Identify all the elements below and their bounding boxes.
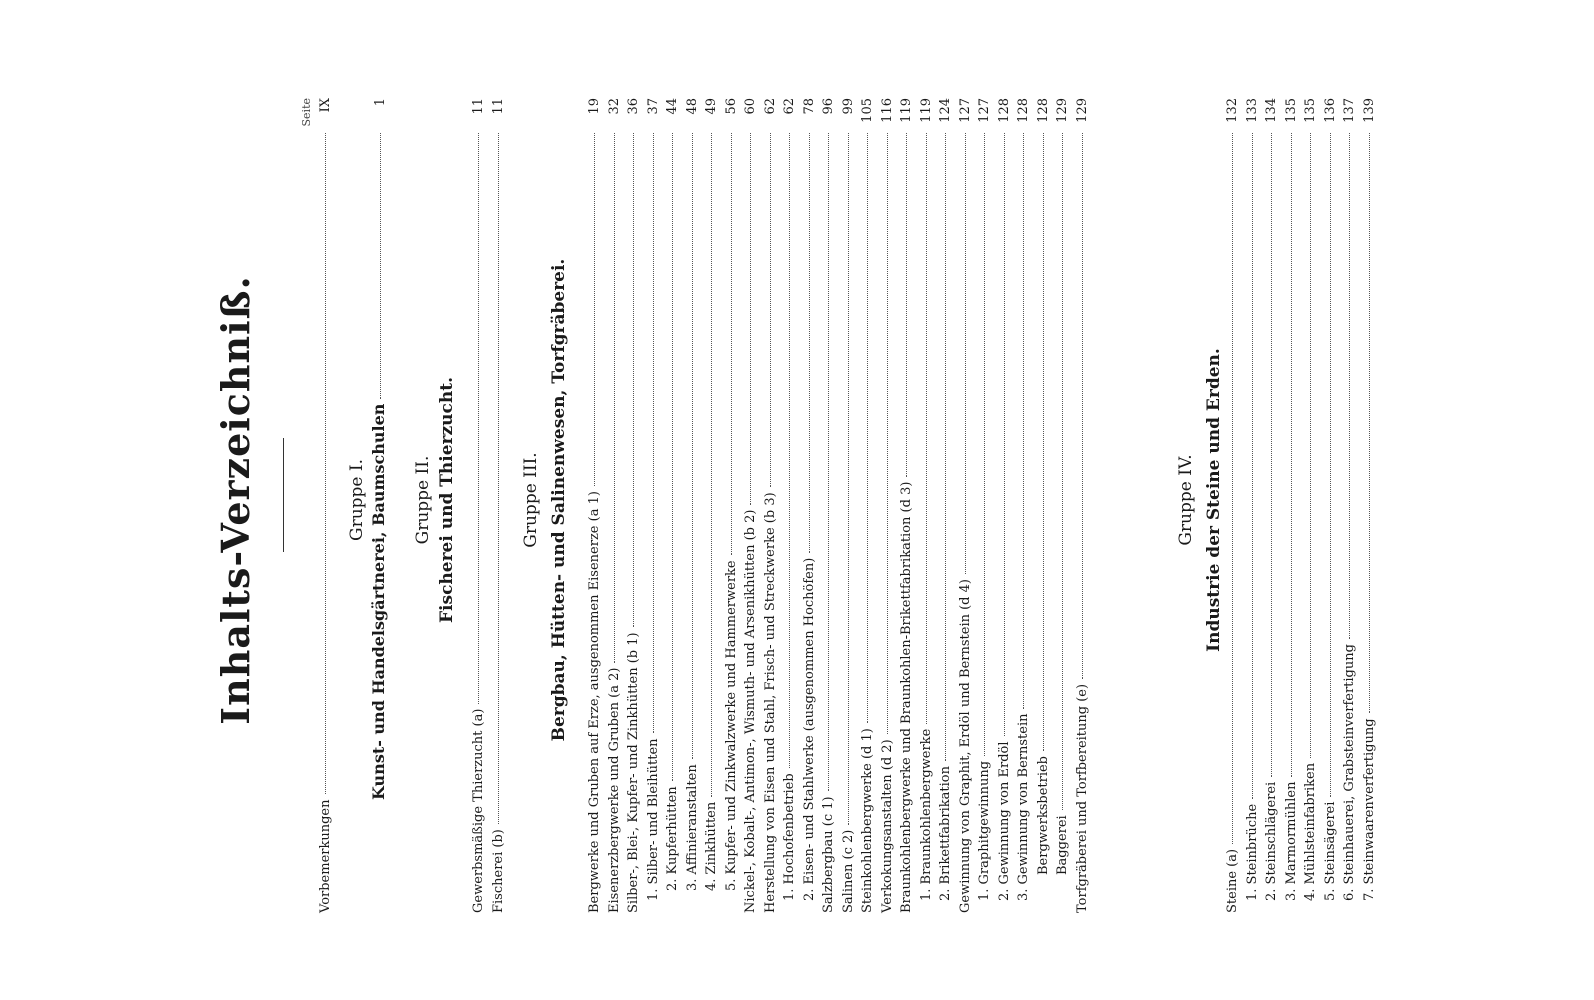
toc-entry	[1342, 98, 1357, 913]
dot-leader	[1330, 133, 1331, 797]
group-3-heading: Bergbau, Hütten- und Salinenwesen, Torfgräberei.	[549, 258, 569, 742]
dot-leader	[1271, 133, 1272, 777]
dot-leader	[809, 133, 810, 553]
toc-entry-page: 134	[1264, 98, 1279, 123]
toc-entry-page: IX	[318, 98, 333, 113]
dot-leader	[692, 133, 693, 759]
toc-entry	[1245, 98, 1260, 913]
toc-entry-label: Vorbemerkungen	[318, 799, 333, 913]
toc-entry-page: 44	[665, 98, 680, 115]
toc-entry	[743, 98, 758, 913]
dot-leader	[867, 133, 868, 723]
toc-entry-label: Steinkohlenbergwerke (d 1)	[860, 728, 875, 913]
toc-entry-label: 7. Steinwaarenverfertigung	[1361, 718, 1377, 901]
dot-leader	[1004, 133, 1005, 736]
toc-entry-page: 139	[1361, 98, 1377, 123]
toc-entry-page: 96	[821, 98, 836, 115]
toc-entry-label: Steine (a)	[1225, 848, 1240, 913]
toc-entry-label: Salinen (c 2)	[840, 829, 856, 913]
dot-leader	[1369, 133, 1370, 713]
toc-entry-label: 1. Graphitgewinnung	[977, 760, 992, 901]
dot-leader	[614, 133, 615, 663]
toc-entry-label: Salzbergbau (c 1)	[821, 796, 836, 913]
toc-entry-label: 2. Kupferhütten	[665, 786, 680, 891]
toc-entry	[997, 98, 1012, 913]
dot-leader	[1291, 133, 1292, 777]
toc-entry	[724, 98, 739, 913]
toc-entry	[1362, 98, 1377, 913]
toc-entry-page: 129	[1055, 98, 1070, 123]
toc-entry-page: 136	[1322, 98, 1338, 123]
toc-entry-label: 4. Zinkhütten	[704, 801, 719, 891]
toc-entry-label: 5. Steinsägerei	[1322, 801, 1338, 901]
toc-entry	[1284, 98, 1299, 913]
dot-leader	[1349, 133, 1350, 639]
toc-entry	[821, 98, 836, 913]
toc-entry-label: Torfgräberei und Torfbereitung (e)	[1074, 683, 1090, 913]
toc-entry-page: 99	[840, 98, 856, 115]
dot-leader	[887, 133, 888, 734]
toc-entry	[802, 98, 817, 913]
toc-entry-label: Bergwerksbetrieb	[1035, 756, 1051, 875]
dot-leader	[945, 133, 946, 761]
toc-entry-page: 128	[1035, 98, 1051, 123]
dot-leader	[380, 133, 381, 399]
group-1-heading-text: Kunst- und Handelsgärtnerei, Baumschulen	[369, 403, 388, 800]
toc-entry-page: 124	[938, 98, 953, 123]
dot-leader	[750, 133, 751, 505]
dot-leader	[498, 133, 499, 824]
toc-entry	[763, 98, 778, 913]
toc-entry	[919, 98, 934, 913]
dot-leader	[789, 133, 790, 768]
toc-entry-label: 4. Mühlsteinfabriken	[1303, 762, 1318, 901]
toc-entry	[587, 98, 602, 913]
dot-leader	[731, 133, 732, 555]
toc-entry-label: Gewinnung von Graphit, Erdöl und Bernstein (d 4)	[957, 579, 973, 913]
toc-entry-page: 135	[1303, 98, 1318, 123]
toc-entry	[491, 98, 506, 913]
toc-entry-label: 2. Brikettfabrikation	[938, 766, 953, 901]
group-3-label: Gruppe III.	[521, 452, 541, 548]
dot-leader	[594, 133, 595, 486]
toc-entry-label: 5. Kupfer- und Zinkwalzwerke und Hammerwerke	[723, 560, 739, 891]
toc-entry	[782, 98, 797, 913]
dot-leader	[1062, 133, 1063, 810]
group-1-label: Gruppe I.	[347, 459, 367, 542]
toc-entry-page: 137	[1342, 98, 1357, 123]
toc-entry-page: 36	[626, 98, 641, 115]
toc-entry	[1075, 98, 1090, 913]
toc-entry	[860, 98, 875, 913]
toc-entry-label: Eisenerzbergwerke und Gruben (a 2)	[606, 667, 622, 913]
toc-entry	[1323, 98, 1338, 913]
group-4-label: Gruppe IV.	[1176, 454, 1196, 546]
dot-leader	[906, 133, 907, 477]
dot-leader	[633, 133, 634, 627]
toc-entry	[977, 98, 992, 913]
toc-entry-page: 116	[879, 98, 895, 123]
group-4-heading: Industrie der Steine und Erden.	[1204, 348, 1224, 652]
toc-entry-page: 49	[704, 98, 719, 115]
toc-entry	[1036, 98, 1051, 913]
toc-entry-page: 48	[684, 98, 700, 115]
toc-entry-label: 1. Braunkohlenbergwerke	[918, 728, 934, 901]
toc-entry-page: 128	[1016, 98, 1031, 123]
toc-entry-label: Herstellung von Eisen und Stahl, Frisch- und Streckwerke (b 3)	[762, 492, 778, 913]
toc-entry	[1225, 98, 1240, 913]
toc-entry-label: Fischerei (b)	[490, 829, 506, 913]
toc-entry	[1016, 98, 1031, 913]
toc-entry-page: 11	[471, 98, 486, 115]
toc-entry-label: 3. Affinieranstalten	[684, 764, 700, 891]
dot-leader	[1023, 133, 1024, 709]
dot-leader	[653, 133, 654, 733]
dot-leader	[848, 133, 849, 825]
toc-entry	[471, 98, 486, 913]
toc-entry-label: Gewerbsmäßige Thierzucht (a)	[471, 708, 486, 913]
toc-entry	[958, 98, 973, 913]
dot-leader	[965, 133, 966, 574]
toc-entry-page: 129	[1074, 98, 1090, 123]
title-rule	[283, 438, 284, 552]
digitization-note	[1557, 0, 1573, 1000]
group-1-heading-page: 1	[373, 98, 388, 107]
toc-entry-page: 128	[996, 98, 1012, 123]
toc-entry-label: 3. Gewinnung von Bernstein	[1016, 713, 1031, 901]
toc-entry-label: Nickel-, Kobalt-, Antimon-, Wismuth- und Arsenikhütten (b 2)	[743, 509, 758, 913]
toc-entry-label: 2. Steinschlägerei	[1264, 781, 1279, 901]
page-title: Inhalts-Verzeichniß.	[213, 275, 258, 725]
toc-entry-label: 6. Steinhauerei, Grabsteinverfertigung	[1342, 644, 1357, 901]
toc-entry	[880, 98, 895, 913]
toc-entry-label: Braunkohlenbergwerke und Braunkohlen-Brikettfabrikation (d 3)	[899, 481, 914, 913]
group-1-heading	[371, 98, 388, 800]
toc-entry	[1055, 98, 1070, 913]
toc-entry-page: 119	[918, 98, 934, 123]
toc-entry-page: 62	[762, 98, 778, 115]
toc-entry-page: 60	[743, 98, 758, 115]
toc-entry-page: 119	[899, 98, 914, 123]
toc-entry-page: 127	[977, 98, 992, 123]
dot-leader	[711, 133, 712, 797]
toc-entry-page: 37	[645, 98, 661, 115]
dot-leader	[770, 133, 771, 487]
toc-entry-page: 11	[490, 98, 506, 115]
toc-entry-label: Baggerei	[1055, 815, 1070, 875]
toc-entry-page: 132	[1225, 98, 1240, 123]
toc-entry-page: 133	[1244, 98, 1260, 123]
dot-leader	[984, 133, 985, 756]
toc-entry-label: 1. Silber- und Bleihütten	[645, 738, 661, 901]
toc-entry	[665, 98, 680, 913]
dot-leader	[828, 133, 829, 791]
toc-entry-page: 56	[723, 98, 739, 115]
toc-entry-vorbemerkungen	[318, 98, 333, 913]
toc-entry	[685, 98, 700, 913]
group-2-label: Gruppe II.	[413, 455, 433, 545]
toc-entry	[646, 98, 661, 913]
toc-entry-label: 2. Gewinnung von Erdöl	[996, 741, 1012, 901]
dot-leader	[672, 133, 673, 781]
toc-entry-page: 105	[860, 98, 875, 123]
group-3-entries	[587, 98, 1094, 913]
toc-entry	[607, 98, 622, 913]
dot-leader	[1043, 133, 1044, 751]
group-2-entries	[471, 98, 510, 913]
group-4-entries	[1225, 98, 1381, 913]
toc-entry-page: 19	[587, 98, 602, 115]
dot-leader	[1082, 133, 1083, 679]
dot-leader	[325, 133, 326, 795]
seite-header: Seite	[300, 98, 313, 127]
toc-entry	[626, 98, 641, 913]
toc-entry	[704, 98, 719, 913]
toc-entry-page: 78	[801, 98, 817, 115]
toc-entry-page: 127	[957, 98, 973, 123]
toc-entry	[938, 98, 953, 913]
dot-leader	[1310, 133, 1311, 758]
toc-entry	[841, 98, 856, 913]
toc-entry-label: Silber-, Blei-, Kupfer- und Zinkhütten (b 1)	[626, 632, 641, 913]
dot-leader	[1252, 133, 1253, 799]
dot-leader	[1232, 133, 1233, 844]
toc-entry-label: 1. Steinbrüche	[1244, 803, 1260, 901]
toc-entry-label: 3. Marmormühlen	[1283, 781, 1299, 901]
toc-entry	[899, 98, 914, 913]
dot-leader	[926, 133, 927, 724]
toc-entry-page: 135	[1283, 98, 1299, 123]
dot-leader	[478, 133, 479, 704]
toc-entry-label: Verkokungsanstalten (d 2)	[879, 739, 895, 913]
group-2-heading: Fischerei und Thierzucht.	[437, 376, 457, 624]
toc-entry	[1264, 98, 1279, 913]
toc-entry-label: 2. Eisen- und Stahlwerke (ausgenommen Hochöfen)	[801, 557, 817, 901]
toc-entry-label: Bergwerke und Gruben auf Erze, ausgenommen Eisenerze (a 1)	[587, 491, 602, 913]
toc-entry-page: 32	[606, 98, 622, 115]
toc-entry	[1303, 98, 1318, 913]
toc-entry-page: 62	[782, 98, 797, 115]
toc-entry-label: 1. Hochofenbetrieb	[782, 773, 797, 901]
